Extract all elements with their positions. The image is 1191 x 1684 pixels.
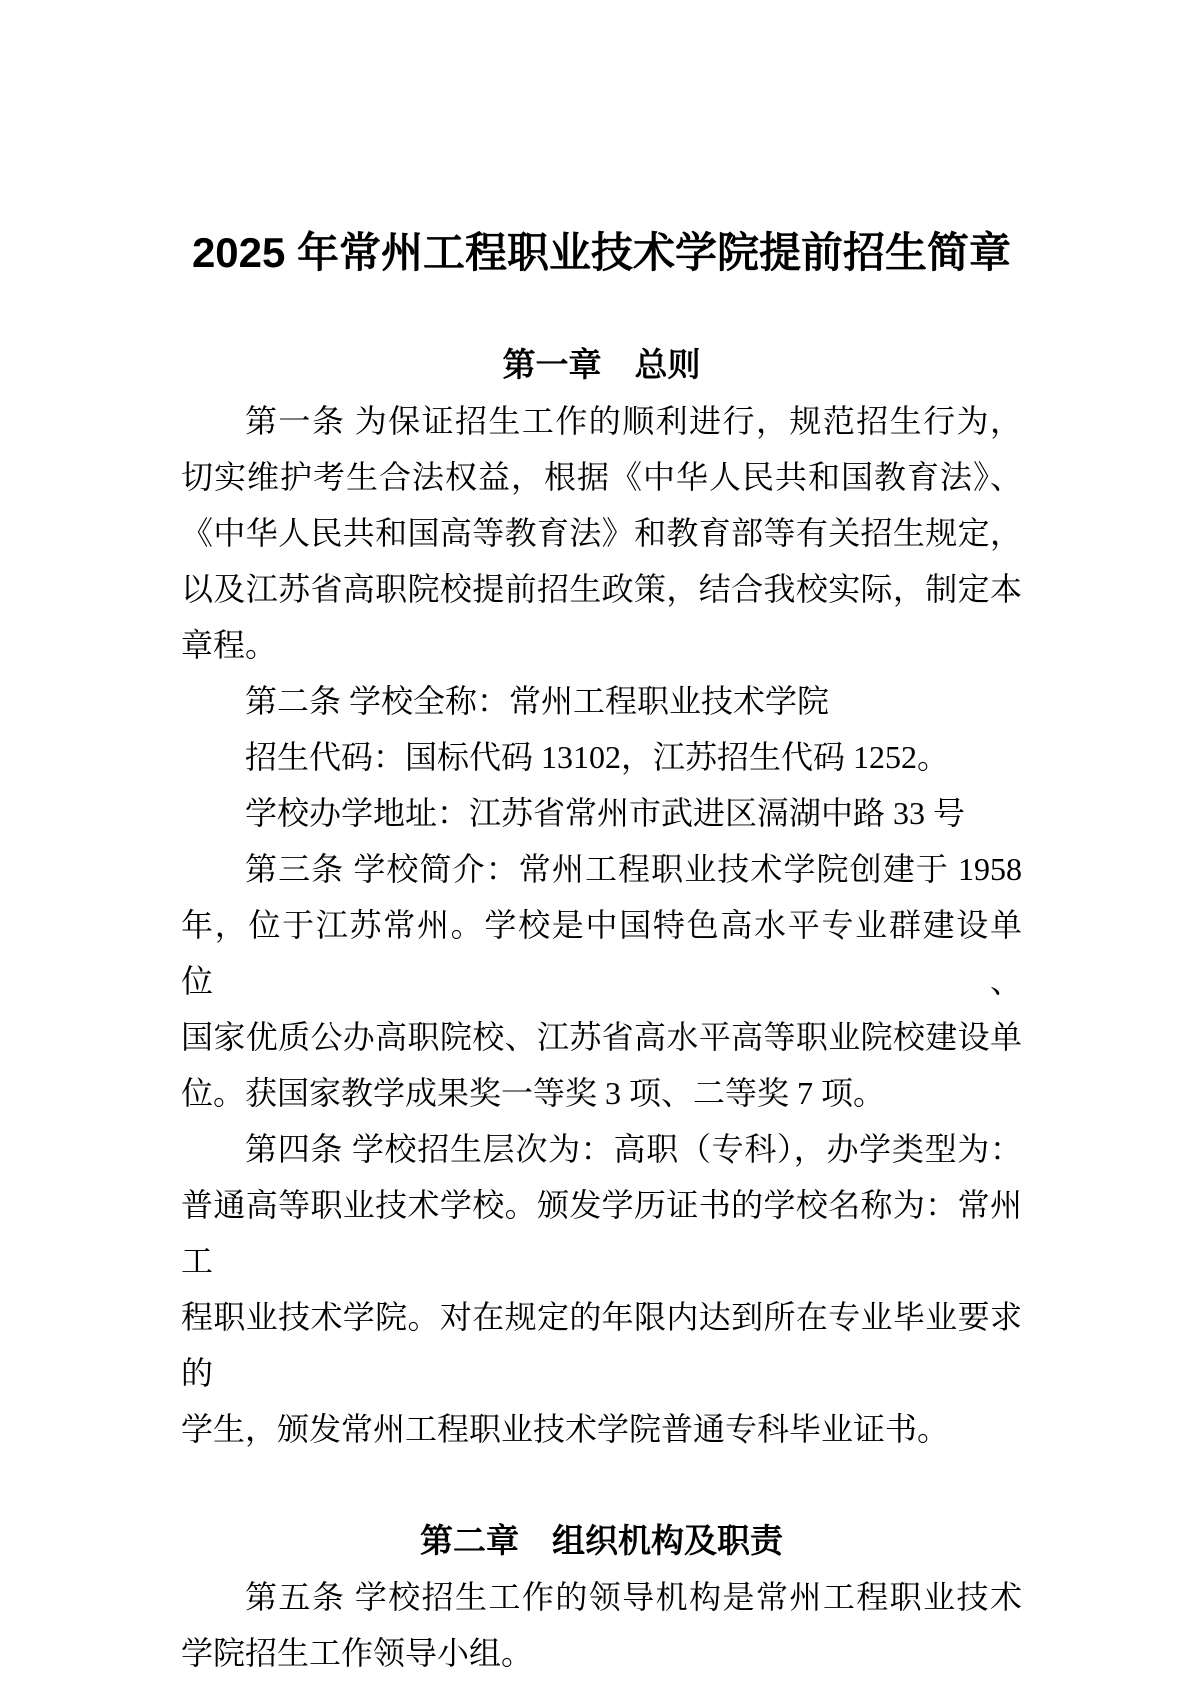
- body-line: 位。获国家教学成果奖一等奖 3 项、二等奖 7 项。: [181, 1075, 886, 1111]
- chapter-1-body: [181, 393, 1022, 1457]
- body-line: 以及江苏省高职院校提前招生政策，结合我校实际，制定本: [181, 571, 1022, 607]
- body-line: 年，位于江苏常州。学校是中国特色高水平专业群建设单位、: [181, 907, 1022, 999]
- chapter-2-body: [181, 1569, 1022, 1681]
- chapter-2-heading: 第二章 组织机构及职责: [420, 1522, 783, 1559]
- chapter-1-heading: 第一章 总则: [502, 346, 701, 383]
- body-line: 程职业技术学院。对在规定的年限内达到所在专业毕业要求的: [181, 1299, 1022, 1391]
- body-line: 普通高等职业技术学校。颁发学历证书的学校名称为：常州工: [181, 1187, 1022, 1279]
- document-title: 2025 年常州工程职业技术学院提前招生简章: [191, 229, 1012, 276]
- body-line: 第三条 学校简介：常州工程职业技术学院创建于 1958: [245, 851, 1022, 887]
- body-line: 国家优质公办高职院校、江苏省高水平高等职业院校建设单: [181, 1019, 1022, 1055]
- body-line: 学院招生工作领导小组。: [181, 1635, 534, 1671]
- body-line: 学校办学地址：江苏省常州市武进区滆湖中路 33 号: [245, 795, 966, 831]
- body-line: 第五条 学校招生工作的领导机构是常州工程职业技术: [245, 1579, 1022, 1615]
- body-line: 学生，颁发常州工程职业技术学院普通专科毕业证书。: [181, 1411, 950, 1447]
- body-line: 切实维护考生合法权益，根据《中华人民共和国教育法》、: [181, 459, 1022, 495]
- body-line: 章程。: [181, 627, 278, 663]
- body-line: 第四条 学校招生层次为：高职（专科），办学类型为：: [245, 1131, 1022, 1167]
- body-line: 第一条 为保证招生工作的顺利进行，规范招生行为，: [245, 403, 1022, 439]
- body-line: 招生代码：国标代码 13102，江苏招生代码 1252。: [245, 739, 950, 775]
- body-line: 《中华人民共和国高等教育法》和教育部等有关招生规定，: [181, 515, 1022, 551]
- body-line: 第二条 学校全称：常州工程职业技术学院: [245, 683, 830, 719]
